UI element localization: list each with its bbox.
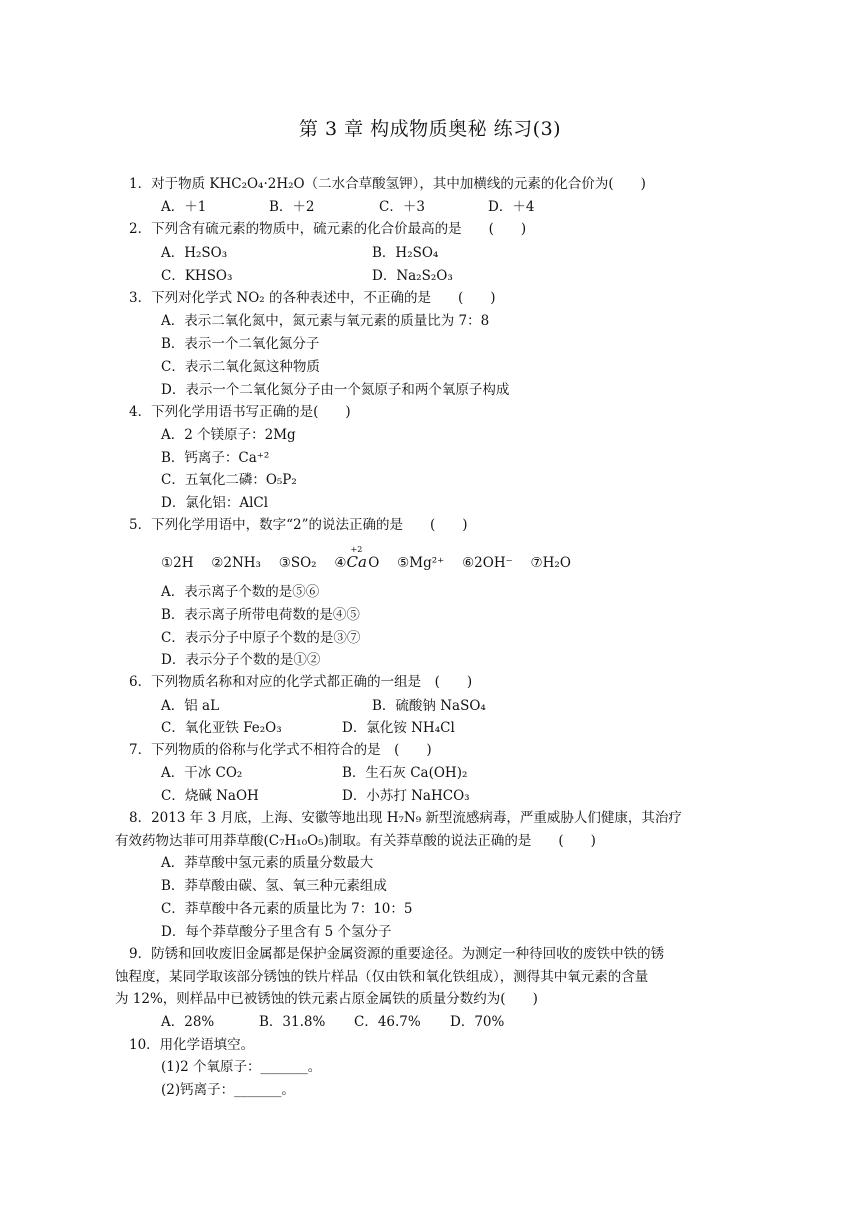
question-10-stem: 10．用化学语填空。: [129, 1037, 255, 1053]
option-d: D．Na₂S₂O₃: [372, 268, 453, 284]
option-a: A．铝 aL: [161, 698, 220, 714]
option-c: C．五氧化二磷：O₅P₂: [161, 472, 297, 488]
option-c: C．表示分子中原子个数的是③⑦: [161, 630, 361, 646]
option-d: D．小苏打 NaHCO₃: [342, 788, 470, 804]
fill-in-part-1: (1)2 个氧原子：_______。: [161, 1059, 322, 1075]
option-b: B．31.8%: [259, 1014, 326, 1030]
option-d: D．氯化铝：AlCl: [161, 495, 269, 511]
option-c: C．氧化亚铁 Fe₂O₃: [161, 720, 282, 736]
option-c: C．表示二氧化氮这种物质: [161, 359, 320, 375]
option-a: A．表示二氧化氮中，氮元素与氧元素的质量比为 7：8: [161, 313, 490, 329]
question-1-stem: 1．对于物质 KHC₂O₄·2H₂O（二水合草酸氢钾），其中加横线的元素的化合价为( ): [129, 176, 646, 192]
question-8-stem-line1: 8．2013 年 3 月底，上海、安徽等地出现 H₇N₉ 新型流感病毒，严重威胁人们健康，其治疗: [129, 810, 682, 826]
option-b: B．＋2: [269, 199, 315, 215]
option-a: A．H₂SO₃: [161, 245, 228, 261]
symbol-5: ⑤Mg²⁺: [397, 555, 445, 571]
question-9-stem-line3: 为 12%，则样品中已被锈蚀的铁元素占原金属铁的质量分数约为( ): [115, 991, 538, 1007]
question-7-stem: 7．下列物质的俗称与化学式不相符合的是 ( ): [129, 742, 432, 758]
question-9-stem-line2: 蚀程度，某同学取该部分锈蚀的铁片样品（仅由铁和氧化铁组成），测得其中氧元素的含量: [115, 969, 649, 985]
option-c: C．＋3: [379, 199, 425, 215]
symbol-6: ⑥2OH⁻: [462, 555, 513, 571]
question-3-stem: 3．下列对化学式 NO₂ 的各种表述中，不正确的是 ( ): [129, 290, 496, 306]
option-a: A．干冰 CO₂: [161, 765, 243, 781]
option-c: C．烧碱 NaOH: [161, 788, 259, 804]
option-d: D．氯化铵 NH₄Cl: [342, 720, 455, 736]
question-5-stem: 5．下列化学用语中，数字“2”的说法正确的是 ( ): [129, 517, 468, 533]
symbol-4: ④ +2 Ca O: [334, 555, 379, 571]
question-2-stem: 2．下列含有硫元素的物质中，硫元素的化合价最高的是 ( ): [129, 221, 527, 237]
option-b: B．钙离子：Ca⁺²: [161, 450, 270, 466]
question-4-stem: 4．下列化学用语书写正确的是( ): [129, 404, 351, 420]
question-6-stem: 6．下列物质名称和对应的化学式都正确的一组是 ( ): [129, 674, 473, 690]
option-c: C．KHSO₃: [161, 268, 233, 284]
symbol-3: ③SO₂: [278, 555, 317, 571]
valence-mark: +2: [350, 545, 363, 554]
option-b: B．表示一个二氧化氮分子: [161, 336, 320, 352]
option-a: A．表示离子个数的是⑤⑥: [161, 584, 320, 600]
option-d: D．＋4: [488, 199, 535, 215]
option-b: B．硫酸钠 NaSO₄: [372, 698, 486, 714]
option-b: B．H₂SO₄: [372, 245, 439, 261]
option-a: A．莽草酸中氢元素的质量分数最大: [161, 855, 374, 871]
option-d: D．表示分子个数的是①②: [161, 652, 321, 668]
question-9-stem-line1: 9．防锈和回收废旧金属都是保护金属资源的重要途径。为测定一种待回收的废铁中铁的锈: [129, 946, 665, 962]
fill-in-part-2: (2)钙离子：_______。: [161, 1082, 295, 1098]
question-8-stem-line2: 有效药物达菲可用莽草酸(C₇H₁₀O₅)制取。有关莽草酸的说法正确的是 ( ): [115, 833, 596, 849]
option-d: D．每个莽草酸分子里含有 5 个氢分子: [161, 924, 392, 940]
option-a: A．2 个镁原子：2Mg: [161, 427, 296, 443]
option-b: B．莽草酸由碳、氢、氧三种元素组成: [161, 878, 387, 894]
option-d: D．70%: [450, 1014, 505, 1030]
option-b: B．表示离子所带电荷数的是④⑤: [161, 607, 360, 623]
option-c: C．46.7%: [354, 1014, 421, 1030]
question-5-symbols: [161, 545, 571, 573]
option-c: C．莽草酸中各元素的质量比为 7：10：5: [161, 901, 413, 917]
option-d: D．表示一个二氧化氮分子由一个氮原子和两个氧原子构成: [161, 382, 510, 398]
option-a: A．28%: [161, 1014, 215, 1030]
option-b: B．生石灰 Ca(OH)₂: [342, 765, 468, 781]
symbol-7: ⑦H₂O: [530, 555, 571, 571]
page-title: 第 3 章 构成物质奥秘 练习(3): [298, 118, 562, 140]
symbol-2: ②2NH₃: [211, 555, 261, 571]
option-a: A．＋1: [161, 199, 207, 215]
symbol-1: ①2H: [161, 555, 194, 571]
